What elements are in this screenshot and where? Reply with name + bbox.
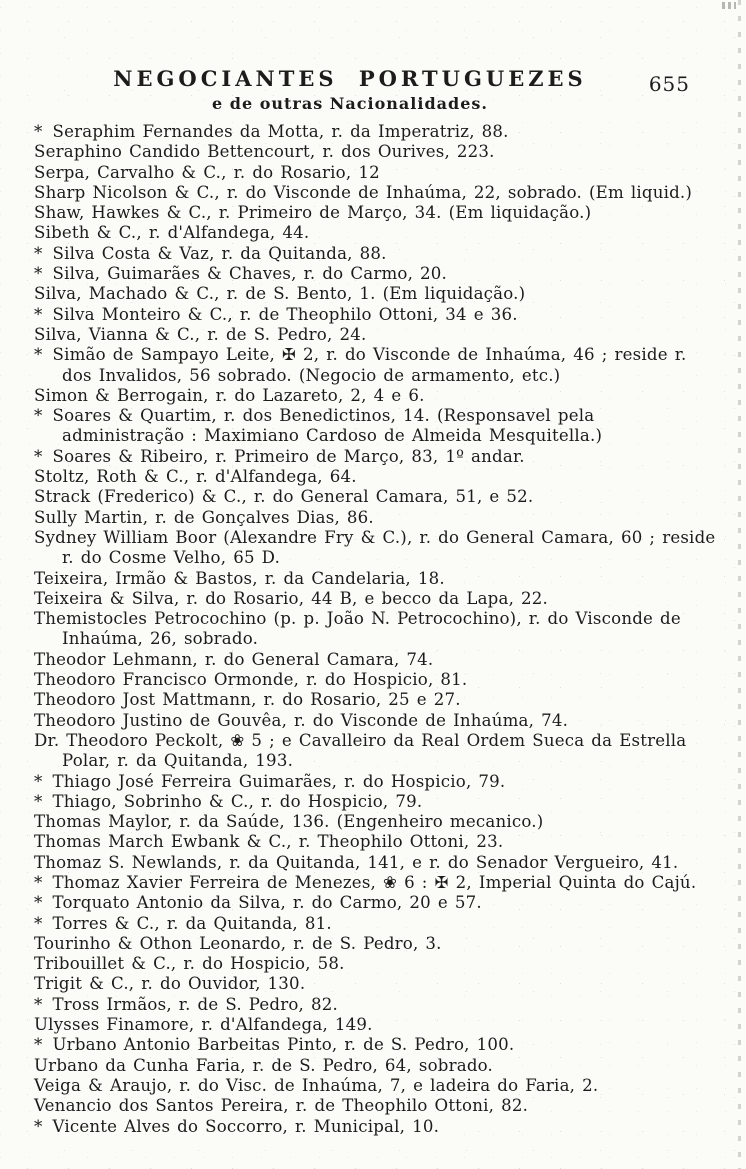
directory-entry <box>34 447 716 467</box>
page-title: NEGOCIANTES PORTUGUEZES <box>113 66 587 91</box>
entry-text: Dr. Theodoro Peckolt, ❀ 5 ; e Cavalleiro da Real Ordem Sueca da Estrella Polar, r. da Quitanda, 193. <box>34 730 687 771</box>
page-number: 655 <box>648 72 690 96</box>
directory-entry <box>34 690 716 710</box>
directory-entry <box>34 163 716 183</box>
directory-entry <box>34 731 716 772</box>
directory-entry <box>34 934 716 954</box>
entry-text: Tourinho & Othon Leonardo, r. de S. Pedro, 3. <box>34 933 442 953</box>
star-marker: * <box>34 791 43 811</box>
entry-text: Theodoro Jost Mattmann, r. do Rosario, 25 e 27. <box>34 690 461 710</box>
entry-text: Teixeira & Silva, r. do Rosario, 44 B, e becco da Lapa, 22. <box>34 588 549 608</box>
directory-entry <box>34 406 716 447</box>
entry-text: Sully Martin, r. de Gonçalves Dias, 86. <box>34 507 374 527</box>
star-marker: * <box>34 264 43 284</box>
directory-entry <box>34 1035 716 1055</box>
entry-text: Theodoro Francisco Ormonde, r. do Hospicio, 81. <box>34 670 468 690</box>
entry-text: Urbano da Cunha Faria, r. de S. Pedro, 64, sobrado. <box>34 1055 494 1075</box>
entry-text: Themistocles Petrocochino (p. p. João N. Petrocochino), r. do Visconde de Inhaúma, 26, sobrado. <box>34 609 681 649</box>
directory-entry <box>34 650 716 670</box>
entry-text: Thiago José Ferreira Guimarães, r. do Hospicio, 79. <box>52 771 506 791</box>
directory-entry <box>34 711 716 731</box>
directory-entry <box>34 508 716 528</box>
entry-text: Silva Monteiro & C., r. de Theophilo Ottoni, 34 e 36. <box>52 304 518 324</box>
directory-entry <box>34 589 716 609</box>
star-marker: * <box>34 406 43 426</box>
entry-text: Sydney William Boor (Alexandre Fry & C.), r. do General Camara, 60 ; reside r. do Cosme Velho, 65 D. <box>34 527 716 568</box>
entry-text: Simon & Berrogain, r. do Lazareto, 2, 4 e 6. <box>34 385 425 405</box>
entry-text: Torres & C., r. da Quitanda, 81. <box>52 913 332 933</box>
directory-entry <box>34 792 716 812</box>
merchant-list <box>34 122 716 1137</box>
directory-entry <box>34 487 716 507</box>
entry-text: Ulysses Finamore, r. d'Alfandega, 149. <box>34 1015 373 1035</box>
directory-entry <box>34 244 716 264</box>
directory-entry <box>34 345 716 386</box>
entry-text: Teixeira, Irmão & Bastos, r. da Candelaria, 18. <box>34 568 445 588</box>
directory-entry <box>34 183 716 203</box>
directory-entry <box>34 995 716 1015</box>
directory-entry <box>34 914 716 934</box>
entry-text: Stoltz, Roth & C., r. d'Alfandega, 64. <box>34 467 357 487</box>
directory-entry <box>34 670 716 690</box>
directory-entry <box>34 609 716 650</box>
entry-text: Venancio dos Santos Pereira, r. de Theophilo Ottoni, 82. <box>34 1096 529 1116</box>
page-header <box>70 66 630 113</box>
entry-text: Strack (Frederico) & C., r. do General Camara, 51, e 52. <box>34 487 534 507</box>
entry-text: Shaw, Hawkes & C., r. Primeiro de Março, 34. (Em liquidação.) <box>34 203 592 223</box>
directory-entry <box>34 305 716 325</box>
directory-entry <box>34 1076 716 1096</box>
entry-text: Silva, Guimarães & Chaves, r. do Carmo, 20. <box>52 264 448 284</box>
entry-text: Trigit & C., r. do Ouvidor, 130. <box>34 974 306 994</box>
star-marker: * <box>34 1116 43 1136</box>
entry-text: Simão de Sampayo Leite, ✠ 2, r. do Visconde de Inhaúma, 46 ; reside r. dos Invalidos, 56 sobrado. (Negocio de armamento, etc.) <box>52 345 687 385</box>
star-marker: * <box>34 771 43 791</box>
star-marker: * <box>34 446 43 466</box>
scan-corner-artifact <box>722 2 736 9</box>
directory-entry <box>34 1056 716 1076</box>
directory-entry <box>34 1117 716 1137</box>
directory-entry <box>34 893 716 913</box>
entry-text: Urbano Antonio Barbeitas Pinto, r. de S. Pedro, 100. <box>52 1035 515 1055</box>
directory-entry <box>34 467 716 487</box>
entry-text: Theodor Lehmann, r. do General Camara, 74. <box>34 649 434 669</box>
directory-entry <box>34 284 716 304</box>
scan-edge-artifact <box>738 0 741 1169</box>
star-marker: * <box>34 1035 43 1055</box>
directory-entry <box>34 386 716 406</box>
directory-entry <box>34 954 716 974</box>
page-subtitle: e de outras Nacionalidades. <box>212 94 488 113</box>
directory-entry <box>34 1096 716 1116</box>
star-marker: * <box>34 994 43 1014</box>
entry-text: Soares & Quartim, r. dos Benedictinos, 14. (Responsavel pela administração : Maximiano Cardoso de Almeida Mesquitella.) <box>52 406 603 446</box>
star-marker: * <box>34 893 43 913</box>
entry-text: Serpa, Carvalho & C., r. do Rosario, 12 <box>34 162 380 182</box>
entry-text: Thomaz Xavier Ferreira de Menezes, ❀ 6 : ✠ 2, Imperial Quinta do Cajú. <box>52 872 697 892</box>
directory-entry <box>34 873 716 893</box>
directory-entry <box>34 569 716 589</box>
directory-entry <box>34 772 716 792</box>
entry-text: Silva, Vianna & C., r. de S. Pedro, 24. <box>34 324 367 344</box>
directory-entry <box>34 203 716 223</box>
star-marker: * <box>34 872 43 892</box>
entry-text: Silva Costa & Vaz, r. da Quitanda, 88. <box>52 243 387 263</box>
entry-text: Silva, Machado & C., r. de S. Bento, 1. (Em liquidação.) <box>34 284 526 304</box>
entry-text: Soares & Ribeiro, r. Primeiro de Março, 83, 1º andar. <box>52 446 525 466</box>
entry-text: Thomas Maylor, r. da Saúde, 136. (Engenheiro mecanico.) <box>34 812 544 832</box>
star-marker: * <box>34 913 43 933</box>
directory-entry <box>34 142 716 162</box>
entry-text: Seraphino Candido Bettencourt, r. dos Ourives, 223. <box>34 142 495 162</box>
entry-text: Veiga & Araujo, r. do Visc. de Inhaúma, 7, e ladeira do Faria, 2. <box>34 1075 599 1095</box>
entry-text: Sharp Nicolson & C., r. do Visconde de Inhaúma, 22, sobrado. (Em liquid.) <box>34 182 693 202</box>
star-marker: * <box>34 345 43 365</box>
directory-entry <box>34 528 716 569</box>
directory-entry <box>34 264 716 284</box>
entry-text: Thomaz S. Newlands, r. da Quitanda, 141, e r. do Senador Vergueiro, 41. <box>34 852 679 872</box>
directory-entry <box>34 853 716 873</box>
entry-text: Sibeth & C., r. d'Alfandega, 44. <box>34 223 310 243</box>
directory-entry <box>34 812 716 832</box>
entry-text: Vicente Alves do Soccorro, r. Municipal, 10. <box>52 1116 440 1136</box>
star-marker: * <box>34 243 43 263</box>
entry-text: Thiago, Sobrinho & C., r. do Hospicio, 79. <box>52 791 423 811</box>
entry-text: Tribouillet & C., r. do Hospicio, 58. <box>34 954 345 974</box>
star-marker: * <box>34 122 43 141</box>
entry-text: Tross Irmãos, r. de S. Pedro, 82. <box>52 994 338 1014</box>
star-marker: * <box>34 304 43 324</box>
directory-entry <box>34 223 716 243</box>
directory-entry <box>34 974 716 994</box>
entry-text: Seraphim Fernandes da Motta, r. da Imperatriz, 88. <box>52 122 509 141</box>
directory-entry <box>34 1015 716 1035</box>
entry-text: Theodoro Justino de Gouvêa, r. do Visconde de Inhaúma, 74. <box>34 710 569 730</box>
directory-entry <box>34 832 716 852</box>
directory-entry <box>34 122 716 142</box>
directory-entry <box>34 325 716 345</box>
entry-text: Thomas March Ewbank & C., r. Theophilo Ottoni, 23. <box>34 832 504 852</box>
entry-text: Torquato Antonio da Silva, r. do Carmo, 20 e 57. <box>52 893 482 913</box>
